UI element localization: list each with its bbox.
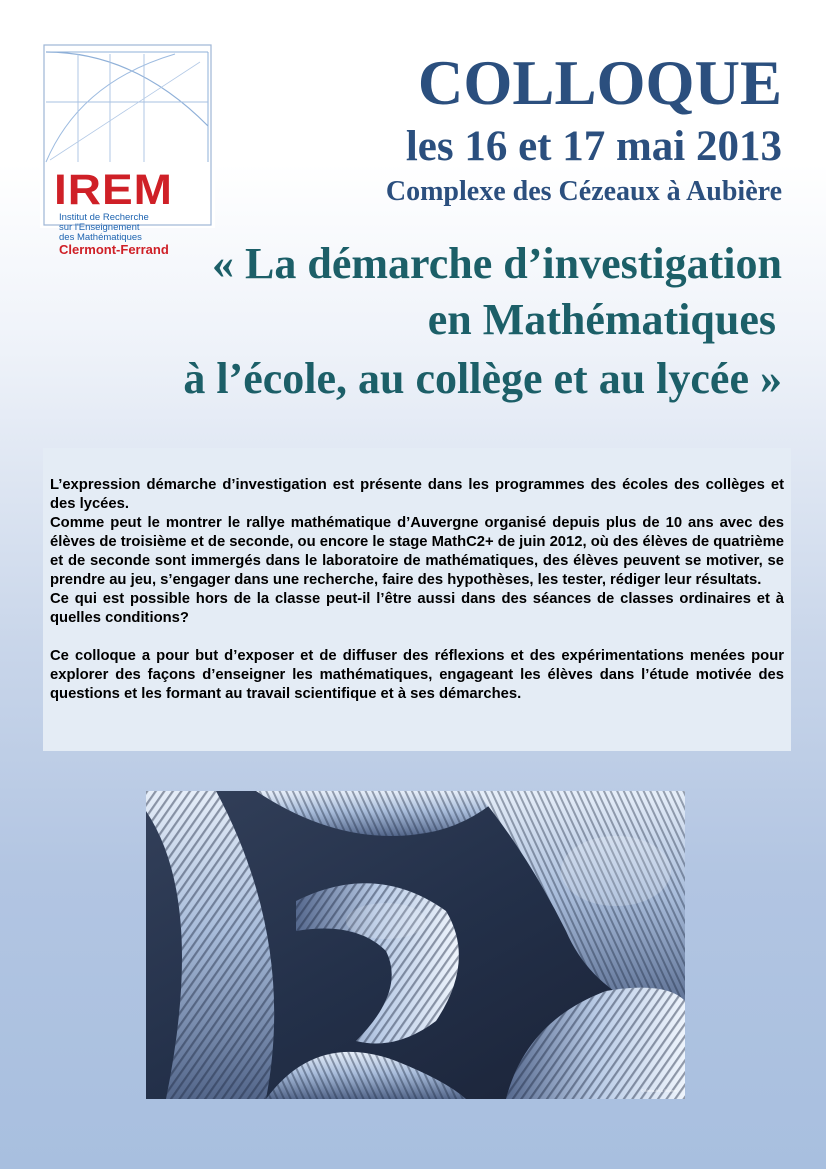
description-paragraph-1: L’expression démarche d’investigation est présente dans les programmes des écoles des collèges et des lycées. xyxy=(50,477,784,512)
logo-subtitle-line1: Institut de Recherche xyxy=(59,212,149,223)
theme-line-2: en Mathématiques xyxy=(427,295,776,344)
event-venue: Complexe des Cézeaux à Aubière xyxy=(385,176,782,207)
artwork-credit: © Maths Art & Science xyxy=(640,1089,677,1093)
fractal-artwork-image xyxy=(146,791,685,1099)
logo-subtitle-line2: sur l'Enseignement xyxy=(59,222,140,233)
page-title: COLLOQUE xyxy=(417,48,782,118)
description-paragraph-2: Comme peut le montrer le rallye mathématique d’Auvergne organisé depuis plus de 10 ans avec des élèves de troisième et de seconde, ou encore le stage MathC2+ de juin 2012, où des élèves de quatrième et de seconde sont immergés dans le laboratoire de mathématiques, des élèves peuvent se motiver, se prendre au jeu, s’engager dans une recherche, faire des hypothèses, les tester, rédiger leur résultats. xyxy=(50,515,784,588)
description-paragraph-3: Ce qui est possible hors de la classe peut-il l’être aussi dans des séances de classes ordinaires et à quelles conditions? xyxy=(50,591,784,626)
logo-wordmark: IREM xyxy=(54,165,173,214)
logo-subtitle-line3: des Mathématiques xyxy=(59,232,142,243)
theme-line-3: à l’école, au collège et au lycée » xyxy=(183,354,782,403)
ribbed-tubes-illustration-icon xyxy=(146,791,685,1099)
theme-line-1: « La démarche d’investigation xyxy=(212,239,782,288)
description-paragraph-4: Ce colloque a pour but d’exposer et de diffuser des réflexions et des expérimentations menées pour explorer des façons d’enseigner les mathématiques, engageant les élèves dans l’étude motivée des questions et les formant au travail scientifique et à ses démarches. xyxy=(50,648,784,702)
event-dates: les 16 et 17 mai 2013 xyxy=(405,123,782,170)
description-box xyxy=(43,448,791,751)
logo-city: Clermont-Ferrand xyxy=(59,242,169,257)
irem-logo xyxy=(40,42,215,257)
